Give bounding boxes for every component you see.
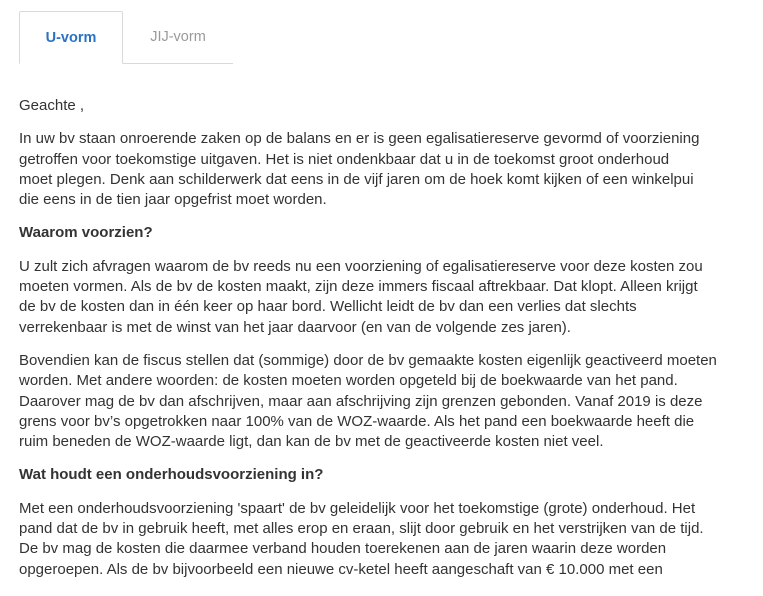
- text-line: Met een onderhoudsvoorziening 'spaart' de bv geleidelijk voor het toekomstige (grote) onderhoud. Het: [19, 499, 696, 517]
- text-line: De bv mag de kosten die daarmee verband houden toerekenen aan de jaren waarin deze worden: [19, 540, 667, 558]
- text-line: die eens in de tien jaar opgefrist moet worden.: [19, 191, 327, 209]
- text-line: grens voor bv’s opgetrokken naar 100% van de WOZ-waarde. Als het pand een boekwaarde heeft die: [19, 412, 695, 430]
- text-line: opgeroepen. Als de bv bijvoorbeeld een nieuwe cv-ketel heeft aangeschaft van € 10.000 met een: [19, 560, 663, 578]
- paragraph-waarom: [19, 257, 744, 338]
- intro-paragraph: [19, 129, 744, 210]
- text-line: verrekenbaar is met de winst van het jaar daarvoor (en van de volgende zes jaren).: [19, 318, 571, 336]
- text-line: Bovendien kan de fiscus stellen dat (sommige) door de bv gemaakte kosten eigenlijk geactiveerd moeten: [19, 351, 717, 369]
- section-heading-onderhoudsvoorziening: Wat houdt een onderhoudsvoorziening in?: [19, 466, 324, 484]
- tab-u-vorm[interactable]: U-vorm: [19, 11, 123, 64]
- text-line: moeten vormen. Als de bv de kosten maakt, zijn deze immers fiscaal aftrekbaar. Dat klopt. Alleen krijgt: [19, 278, 698, 296]
- greeting: Geachte ,: [19, 97, 85, 114]
- text-line: In uw bv staan onroerende zaken op de balans en er is geen egalisatiereserve gevormd of voorziening: [19, 130, 700, 148]
- section-heading-waarom: Waarom voorzien?: [19, 224, 153, 242]
- tab-bar: [19, 11, 233, 64]
- text-line: getroffen voor toekomstige uitgaven. Het is niet ondenkbaar dat u in de toekomst groot onderhoud: [19, 150, 670, 168]
- text-line: ruim beneden de WOZ-waarde ligt, dan kan de bv met de geactiveerde kosten niet veel.: [19, 433, 604, 451]
- paragraph-fiscus: [19, 351, 744, 452]
- text-line: worden. Met andere woorden: de kosten moeten worden opgeteld bij de boekwaarde van het pand.: [19, 372, 678, 390]
- text-line: Daarover mag de bv dan afschrijven, maar aan afschrijving zijn grenzen gebonden. Vanaf 2019 is deze: [19, 392, 703, 410]
- text-line: pand dat de bv in gebruik heeft, met alles erop en eraan, slijt door gebruik en het verstrijken van de tijd.: [19, 520, 704, 538]
- text-line: de bv de kosten dan in één keer op haar bord. Wellicht leidt de bv dan een verlies dat slechts: [19, 298, 637, 316]
- letter-content: [19, 96, 744, 593]
- text-line: moet plegen. Denk aan schilderwerk dat eens in de vijf jaren om de hoek komt kijken of een winkelpui: [19, 170, 694, 188]
- paragraph-onderhoudsvoorziening: [19, 499, 744, 580]
- tab-jij-vorm[interactable]: JIJ-vorm: [150, 29, 206, 45]
- text-line: U zult zich afvragen waarom de bv reeds nu een voorziening of egalisatiereserve voor deze kosten zou: [19, 257, 703, 275]
